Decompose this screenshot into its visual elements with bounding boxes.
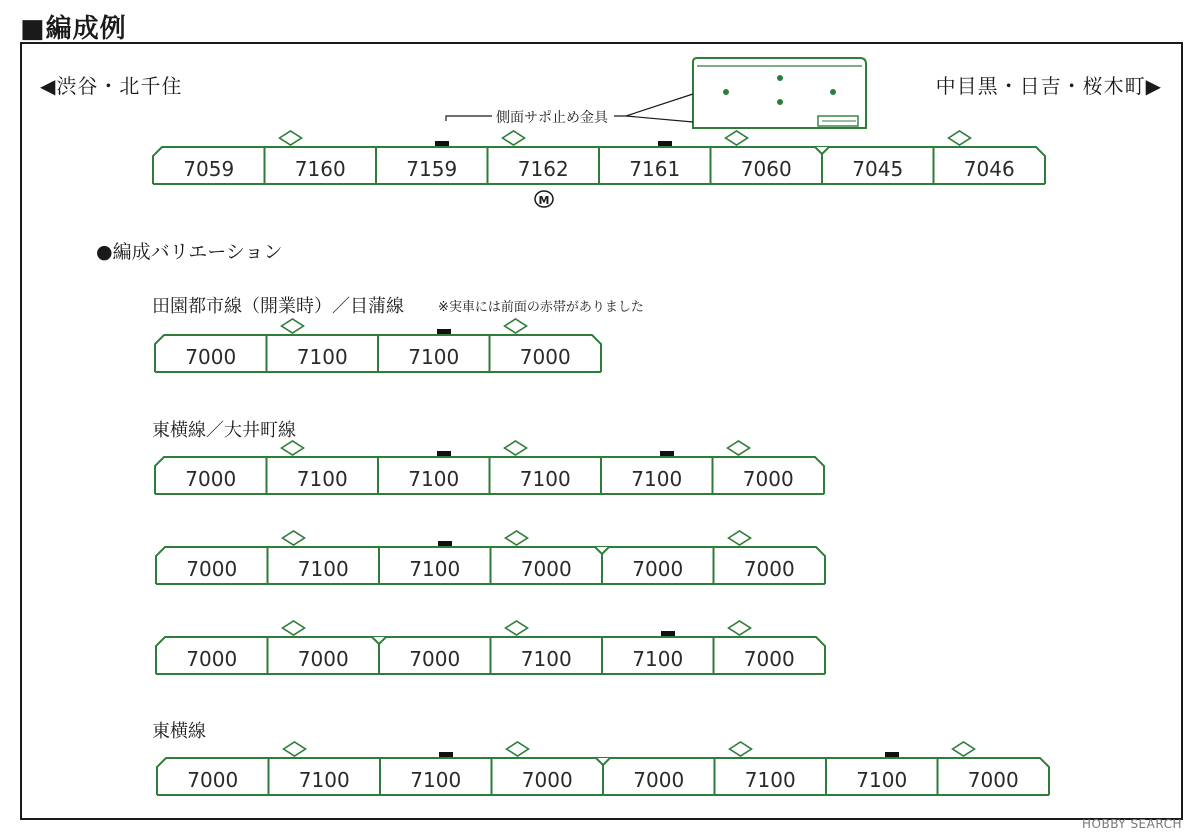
variation-train <box>156 621 825 674</box>
pantograph-icon <box>283 531 305 545</box>
car-number: 7000 <box>742 467 794 491</box>
bracket-hole <box>777 99 783 105</box>
bracket-marker <box>438 541 452 546</box>
callout-leader <box>626 116 693 122</box>
car-number: 7160 <box>294 157 346 181</box>
callout-illustration <box>446 58 866 128</box>
pantograph-icon <box>953 742 975 756</box>
page-title: ■編成例 <box>20 14 127 44</box>
pantograph-icon <box>730 742 752 756</box>
motor-car-badge <box>535 191 553 207</box>
pantograph-icon <box>284 742 306 756</box>
pantograph-icon <box>503 131 525 145</box>
pantograph-icon <box>282 319 304 333</box>
car-number: 7000 <box>632 557 684 581</box>
bracket-marker <box>437 329 451 334</box>
car-number: 7100 <box>856 768 908 792</box>
car-number: 7100 <box>520 647 572 671</box>
bracket-hole <box>777 75 783 81</box>
car-number: 7000 <box>186 647 238 671</box>
car-number: 7000 <box>185 345 237 369</box>
car-number: 7000 <box>967 768 1019 792</box>
group-label-2: 東横線 <box>152 721 206 742</box>
pantograph-icon <box>506 531 528 545</box>
car-number: 7000 <box>297 647 349 671</box>
car-number: 7159 <box>406 157 458 181</box>
bracket-marker <box>660 451 674 456</box>
pantograph-icon <box>726 131 748 145</box>
pantograph-icon <box>282 441 304 455</box>
pantograph-icon <box>505 319 527 333</box>
car-number: 7060 <box>740 157 792 181</box>
group-label-1: 東横線／大井町線 <box>152 420 296 441</box>
car-number: 7000 <box>186 557 238 581</box>
variations-heading: ●編成バリエーション <box>96 241 283 263</box>
car-number: 7000 <box>520 557 572 581</box>
pantograph-icon <box>506 621 528 635</box>
car-number: 7100 <box>297 557 349 581</box>
pantograph-icon <box>283 621 305 635</box>
car-number: 7000 <box>187 768 239 792</box>
car-number: 7100 <box>296 345 348 369</box>
car-number: 7000 <box>185 467 237 491</box>
car-number: 7100 <box>409 557 461 581</box>
variation-train <box>155 319 601 372</box>
group-note-0: ※実車には前面の赤帯がありました <box>438 300 644 315</box>
car-number: 7100 <box>632 647 684 671</box>
bracket-hole <box>723 89 729 95</box>
car-number: 7000 <box>519 345 571 369</box>
bracket-marker <box>885 752 899 757</box>
car-number: 7161 <box>629 157 681 181</box>
bracket-hole <box>830 89 836 95</box>
watermark: HOBBY SEARCH <box>1082 817 1182 831</box>
variation-train <box>155 441 824 494</box>
motor-badge-label: M <box>538 194 550 207</box>
pantograph-icon <box>729 531 751 545</box>
bracket-marker <box>661 631 675 636</box>
callout-leader <box>614 94 693 116</box>
car-number: 7045 <box>852 157 904 181</box>
variation-train <box>157 742 1049 795</box>
variation-train <box>156 531 825 584</box>
pantograph-icon <box>728 441 750 455</box>
bracket-marker <box>658 141 672 146</box>
group-label-0: 田園都市線（開業時）／目蒲線 <box>152 296 404 317</box>
pantograph-icon <box>507 742 529 756</box>
car-number: 7046 <box>963 157 1015 181</box>
car-number: 7000 <box>633 768 685 792</box>
pantograph-icon <box>280 131 302 145</box>
car-number: 7100 <box>410 768 462 792</box>
car-number: 7100 <box>631 467 683 491</box>
car-number: 7000 <box>521 768 573 792</box>
pantograph-icon <box>505 441 527 455</box>
bracket-marker <box>435 141 449 146</box>
car-number: 7000 <box>409 647 461 671</box>
car-number: 7100 <box>408 345 460 369</box>
pantograph-icon <box>949 131 971 145</box>
direction-left-label: ◀渋谷・北千住 <box>40 74 183 98</box>
car-number: 7100 <box>744 768 796 792</box>
bracket-marker <box>437 451 451 456</box>
car-number: 7100 <box>298 768 350 792</box>
direction-right-label: 中目黒・日吉・桜木町▶ <box>935 74 1162 98</box>
callout-leader <box>446 116 492 121</box>
car-number: 7000 <box>743 647 795 671</box>
car-number: 7000 <box>743 557 795 581</box>
car-number: 7162 <box>517 157 569 181</box>
pantograph-icon <box>729 621 751 635</box>
main-train <box>153 131 1045 184</box>
car-number: 7100 <box>408 467 460 491</box>
callout-label: 側面サポ止め金具 <box>496 110 608 126</box>
car-number: 7059 <box>183 157 235 181</box>
car-number: 7100 <box>519 467 571 491</box>
bracket-marker <box>439 752 453 757</box>
car-number: 7100 <box>296 467 348 491</box>
